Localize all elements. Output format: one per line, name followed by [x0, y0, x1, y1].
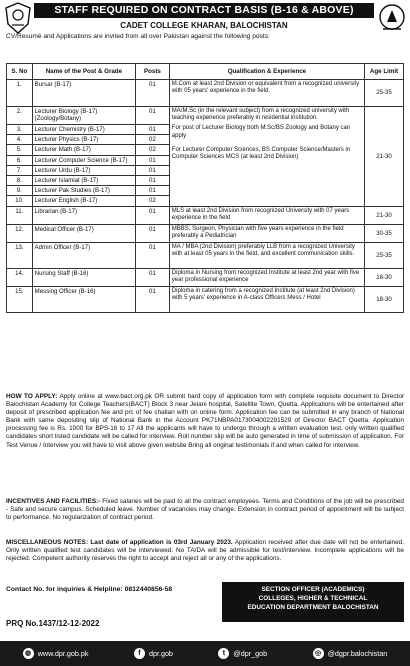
- cell-sno: 6.: [7, 155, 33, 165]
- cell-sno: 13.: [7, 242, 33, 268]
- facebook-icon: f: [134, 648, 145, 659]
- cell-posts: 01: [136, 165, 170, 175]
- cell-posts: 02: [136, 135, 170, 145]
- cell-sno: 5.: [7, 145, 33, 155]
- cell-post: Lecturer Biology (B-17) (Zoology/Botany): [32, 107, 135, 125]
- office-line-2: COLLEGES, HIGHER & TECHNICAL: [258, 595, 368, 602]
- website-link[interactable]: [23, 641, 89, 666]
- how-to-apply-section: [6, 393, 404, 450]
- cell-lecturer-qualification: [169, 107, 364, 207]
- header: [0, 0, 410, 52]
- cell-age: 25-35: [365, 242, 404, 268]
- cell-post: Lecturer Islamiat (B-17): [32, 176, 135, 186]
- twitter-link[interactable]: [218, 641, 267, 666]
- facebook-text: dpr.gob: [148, 649, 173, 658]
- cell-posts: 01: [136, 186, 170, 196]
- page-title: STAFF REQUIRED ON CONTRACT BASIS (B-16 & ABOVE): [34, 3, 374, 18]
- cell-post: Medical Officer (B-17): [32, 224, 135, 242]
- cell-post: Lecturer Physics (B-17): [32, 135, 135, 145]
- issuing-office-box: [222, 582, 404, 622]
- cell-age: 18-30: [365, 286, 404, 312]
- incentives-section: [6, 498, 404, 522]
- cell-sno: 15.: [7, 286, 33, 312]
- how-to-apply-text: Apply online at www.bact.org.pk OR submit hard copy of application form with complete requisite document to Director Balochistan Academy for College Teachers(BACT) Block 3 near Jelani hospital, Satellite Town, Quetta. Applications will be entertained after deposit of prescribed application fee and p/c of fee challan with on online form. Application fee can be submitted in any branch of National Bank with same depositing slip of National Bank in the Account PK71NBPA0173004002291529 of Director BACT Quetta. Application processing fee is Rs. 1000 for BPS-16 to 17 All the applicants will have to undergo through a written evaluation test, only written qualified candidates short listed candidate will be called for interview. Roll number slip will be auto generated in time of submission of application. For Test Venue / Interview you will have to visit above given website Bring all original testimonials if and when called for interview.: [6, 393, 404, 449]
- table-row: [7, 80, 404, 107]
- col-header-sno: S. No: [7, 64, 33, 80]
- organization-name: CADET COLLEGE KHARAN, BALOCHISTAN: [120, 21, 288, 30]
- cell-sno: 11.: [7, 206, 33, 224]
- cell-posts: 01: [136, 107, 170, 125]
- lecturer-qual-2: For post of Lecturer Biology both M.Sc/BS Zoology and Botany can apply: [171, 125, 351, 139]
- cell-post: Lecturer Chemistry (B-17): [32, 125, 135, 135]
- deadline-text: Last date of application is 03rd January 2023.: [90, 539, 233, 546]
- how-to-apply-heading: HOW TO APPLY:: [6, 393, 58, 400]
- contact-info: Contact No. for inquiries & Helpline: 0812440856-58: [6, 586, 173, 593]
- cell-post: Lecturer Pak Studies (B-17): [32, 186, 135, 196]
- col-header-age: Age Limit: [365, 64, 404, 80]
- globe-icon: ◍: [23, 648, 34, 659]
- cell-age: 30-35: [365, 224, 404, 242]
- cell-posts: 01: [136, 80, 170, 107]
- cell-post: Messing Officer (B-16): [32, 286, 135, 312]
- cell-sno: 8.: [7, 176, 33, 186]
- cell-posts: 01: [136, 242, 170, 268]
- emblem-icon: [4, 2, 32, 34]
- cell-lecturer-age: 21-30: [365, 107, 404, 207]
- cell-posts: 02: [136, 196, 170, 206]
- cell-posts: 01: [136, 268, 170, 286]
- misc-heading: MISCELLANEOUS NOTES:: [6, 539, 88, 546]
- misc-section: [6, 539, 404, 563]
- lecturer-qual-1: MA/M.Sc (in the relevant subject) from a recognized university with teaching experience preferably in residential institution.: [171, 108, 350, 122]
- instagram-icon: ◎: [313, 648, 324, 659]
- cell-sno: 9.: [7, 186, 33, 196]
- cell-sno: 1.: [7, 80, 33, 107]
- cell-post: Lecturer English (B-17): [32, 196, 135, 206]
- cell-qualification: Diploma in catering from a recognized Institute (at least 2nd Division) with 5 years' experience in A-class Officers Mess / Hotel: [169, 286, 364, 312]
- college-crest-icon: [378, 2, 406, 34]
- cell-sno: 3.: [7, 125, 33, 135]
- cell-qualification: Diploma in Nursing from recognized Institute at least 2nd year with five year professional experience: [169, 268, 364, 286]
- cell-age: 18-30: [365, 268, 404, 286]
- bottom-bar: [0, 641, 410, 666]
- intro-text: CV/Resumé and Applications are invited from all over Pakistan against the following posts:: [6, 33, 270, 40]
- incentives-text: Fixed salaries will be paid to all the contract employees. Terms and Conditions of the job will be prescribed - Safe and secure campus. Scheduled leave. Number of vacancies may change. Extension in contract period of appointment will be subject to performance. No regularization of contract period.: [6, 498, 404, 522]
- cell-posts: 02: [136, 145, 170, 155]
- incentives-heading: INCENTIVES AND FACILITIES:-: [6, 498, 101, 505]
- office-line-3: EDUCATION DEPARTMENT BALOCHISTAN: [247, 604, 379, 611]
- table-row: [7, 242, 404, 268]
- table-row: [7, 286, 404, 312]
- table-row: [7, 268, 404, 286]
- cell-posts: 01: [136, 125, 170, 135]
- website-text: www.dpr.gob.pk: [37, 649, 89, 658]
- instagram-text: @dgpr.balochistan: [327, 649, 388, 658]
- lecturer-qual-3: For Lecturer Computer Sciences, BS Computer Science/Masters in Computer Sciences MCS (at least 2nd Division): [171, 146, 351, 161]
- cell-sno: 4.: [7, 135, 33, 145]
- cell-post: Bursar (B-17): [32, 80, 135, 107]
- cell-posts: 01: [136, 206, 170, 224]
- facebook-link[interactable]: [134, 641, 173, 666]
- instagram-link[interactable]: [313, 641, 388, 666]
- cell-qualification: MA / MBA (2nd Division) preferably LLB from a recognized University with at least 05 years in the field, and excellent communication skills.: [169, 242, 364, 268]
- col-header-qualification: Qualification & Experience: [169, 64, 364, 80]
- cell-qualification: MBBS, Surgeon, Physician with five years experience in the field preferably a Pediatrician: [169, 224, 364, 242]
- cell-sno: 2.: [7, 107, 33, 125]
- cell-posts: 01: [136, 224, 170, 242]
- cell-post: Nursing Staff (B-16): [32, 268, 135, 286]
- table-row: [7, 206, 404, 224]
- cell-age: 25-35: [365, 80, 404, 107]
- cell-posts: 01: [136, 286, 170, 312]
- cell-posts: 01: [136, 155, 170, 165]
- cell-post: Lecturer Math (B-17): [32, 145, 135, 155]
- office-line-1: SECTION OFFICER (ACADEMICS): [261, 586, 365, 593]
- cell-age: 21-30: [365, 206, 404, 224]
- cell-post: Lecturer Urdu (B-17): [32, 165, 135, 175]
- cell-sno: 7.: [7, 165, 33, 175]
- table-row: [7, 224, 404, 242]
- misc-text: Application received after due date will not be entertained. Only written qualified test candidates will be interviewed. No TA/DA will be admissible for test/interview. Incomplete applications will be rejected. Competent authority reserves the right to accept and reject all or any of the applications.: [6, 539, 404, 563]
- table-header-row: [7, 64, 404, 80]
- col-header-post: Name of the Post & Grade: [32, 64, 135, 80]
- cell-sno: 14.: [7, 268, 33, 286]
- cell-post: Admin Officer (B-17): [32, 242, 135, 268]
- cell-sno: 10.: [7, 196, 33, 206]
- twitter-icon: t: [218, 648, 229, 659]
- twitter-text: @dpr_gob: [233, 649, 268, 658]
- cell-post: Lecturer Computer Science (B-17): [32, 155, 135, 165]
- prq-number: PRQ No.1437/12-12-2022: [6, 619, 100, 628]
- cell-post: Librarian (B-17): [32, 206, 135, 224]
- cell-sno: 12.: [7, 224, 33, 242]
- cell-qualification: MLS at least 2nd Division from recognized University with 07 years experience in the field: [169, 206, 364, 224]
- cell-qualification: M.Com at least 2nd Division or equivalent from a recognized university with 05 years' experience in the field.: [169, 80, 364, 107]
- posts-table: [6, 63, 404, 313]
- col-header-posts: Posts: [136, 64, 170, 80]
- cell-posts: 01: [136, 176, 170, 186]
- table-row: [7, 107, 404, 125]
